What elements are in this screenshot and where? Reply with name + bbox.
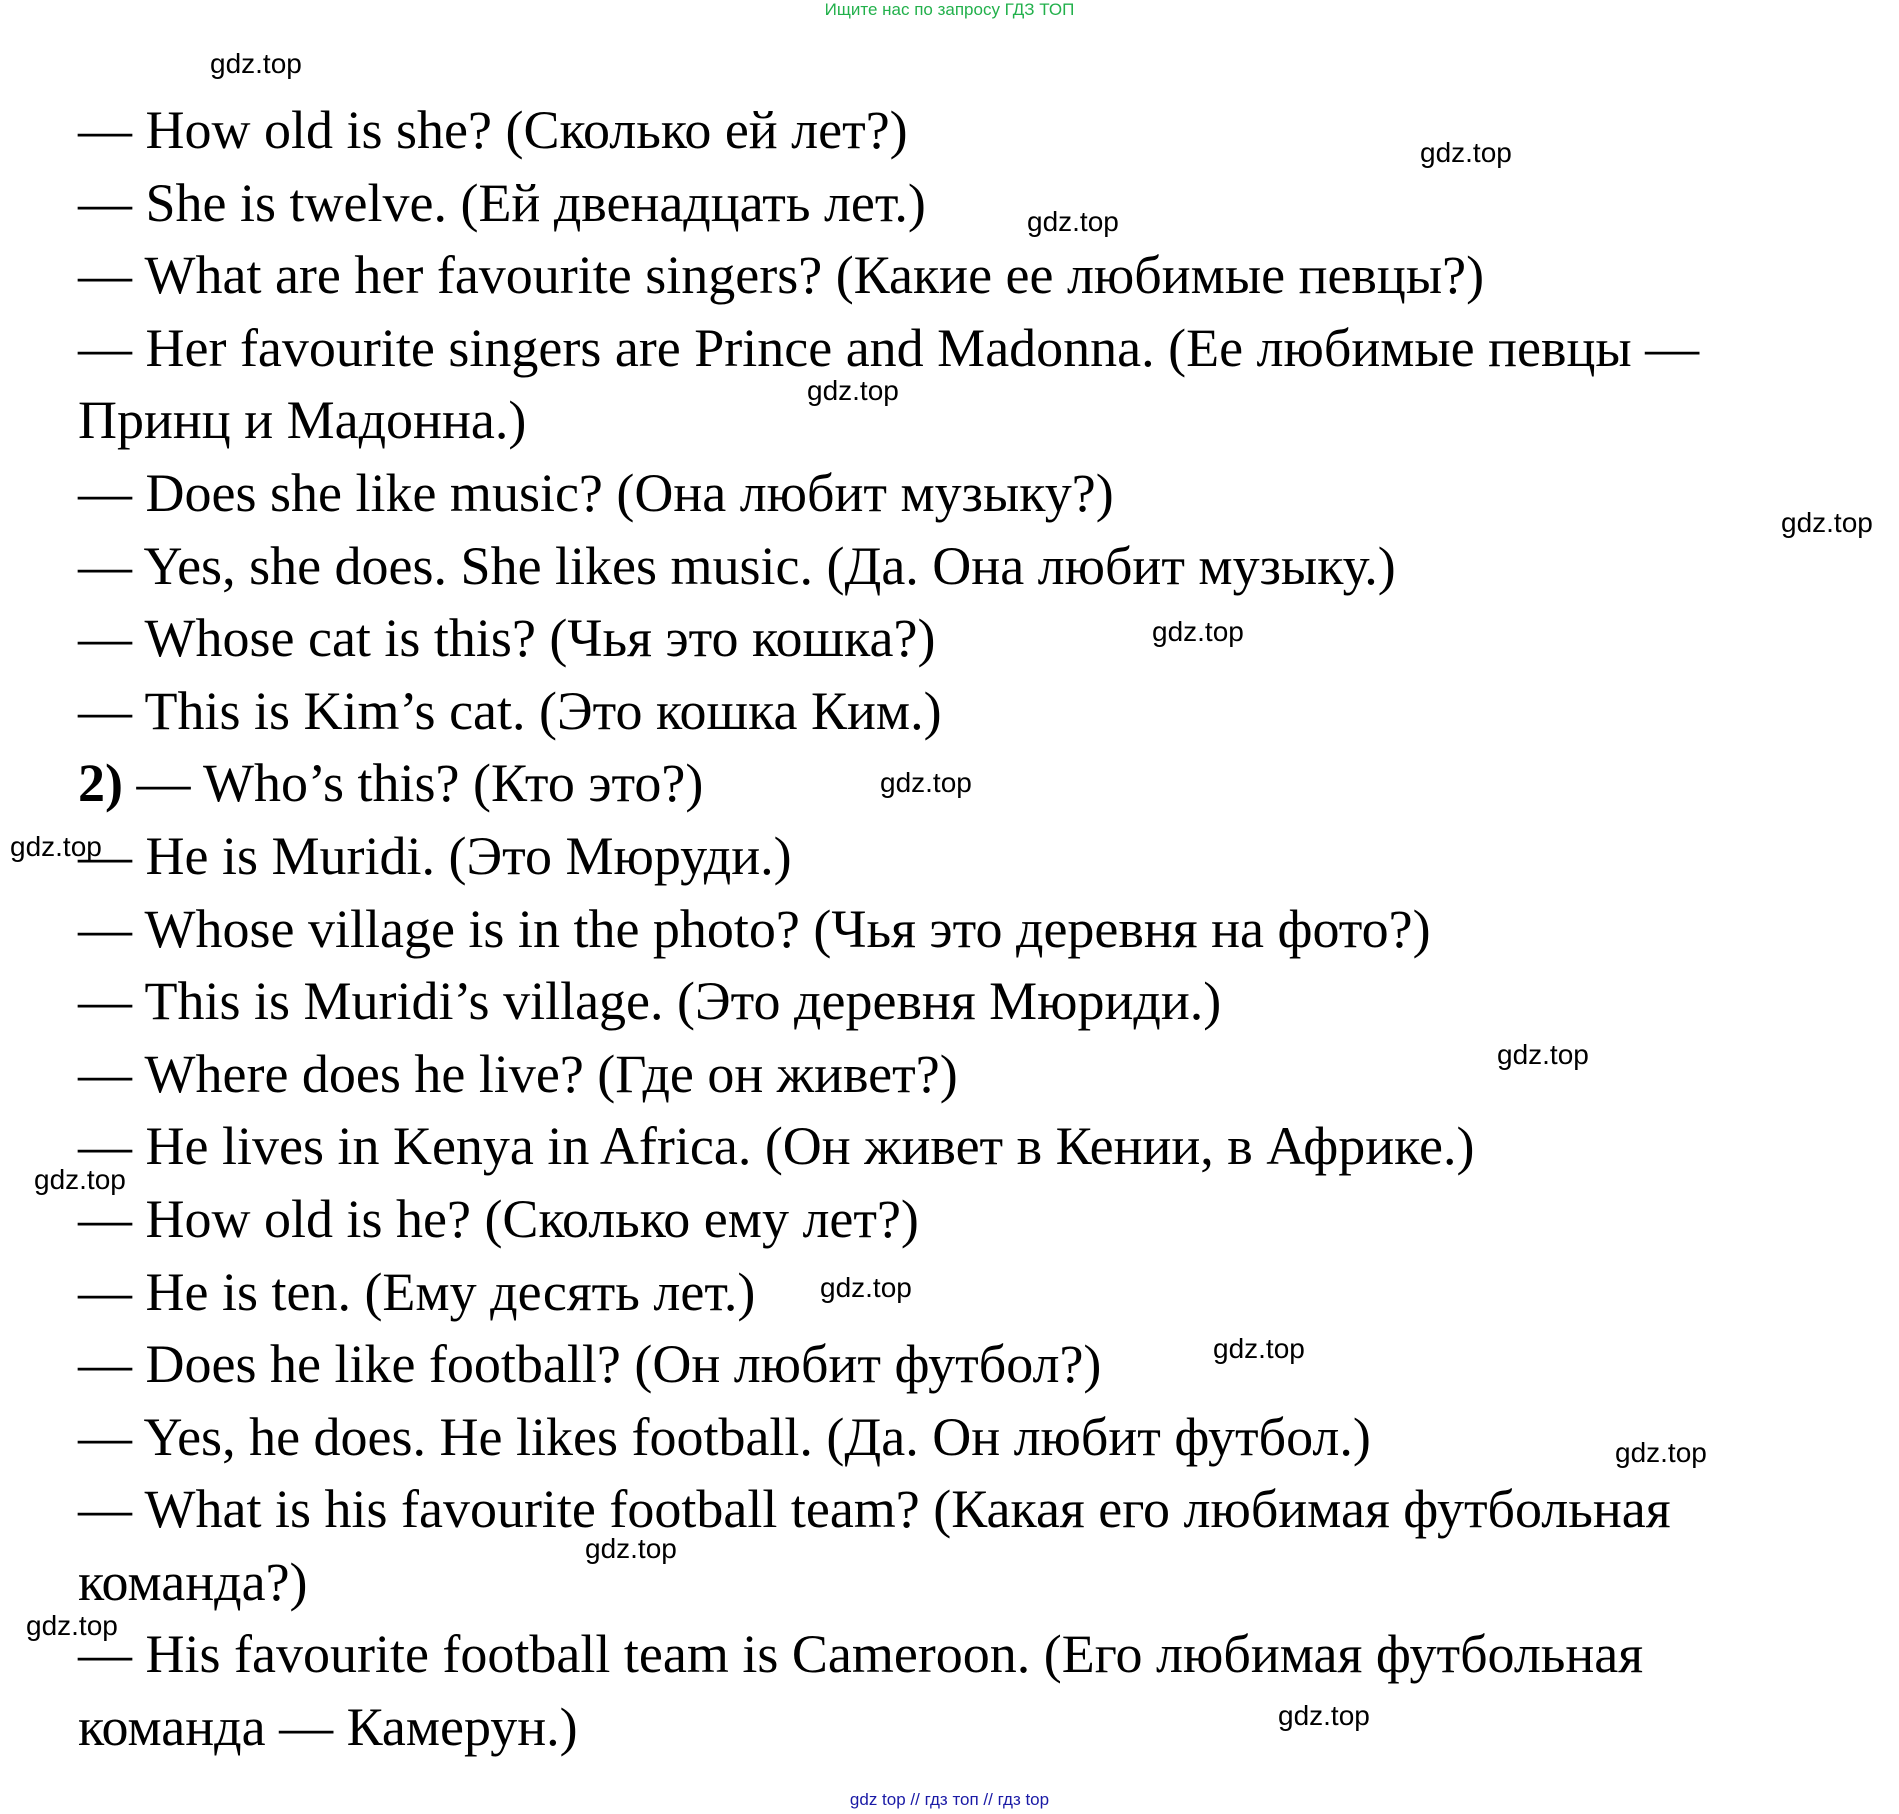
text-line: Принц и Мадонна.) <box>78 390 527 451</box>
text-line: — How old is she? (Сколько ей лет?) <box>78 100 908 160</box>
watermark: gdz.top <box>10 831 102 862</box>
text-line: — How old is he? (Сколько ему лет?) <box>78 1188 919 1249</box>
footer: gdz top // гдз топ // гдз top <box>849 1790 1050 1809</box>
text-line-section-2 <box>78 747 1868 820</box>
text-line: — This is Kim’s cat. (Это кошка Ким.) <box>78 680 942 741</box>
text-line: — This is Muridi’s village. (Это деревня Мюриди.) <box>78 971 1222 1032</box>
text-line: — He is ten. (Ему десять лет.) <box>78 1261 756 1322</box>
text-line: — Yes, he does. He likes football. (Да. Он любит футбол.) <box>78 1406 1371 1467</box>
text-line: — Her favourite singers are Prince and Madonna. (Ее любимые певцы — <box>78 317 1700 378</box>
section-marker: 2) <box>78 753 123 814</box>
watermark: gdz.top <box>210 48 302 79</box>
document-body <box>78 94 1868 1764</box>
watermark: gdz.top <box>1615 1437 1707 1468</box>
watermark: gdz.top <box>1152 616 1244 647</box>
watermark: gdz.top <box>820 1272 912 1303</box>
text-line: — Yes, she does. She likes music. (Да. Она любит музыку.) <box>78 535 1396 596</box>
watermark: gdz.top <box>26 1610 118 1641</box>
text-line-content: — Who’s this? (Кто это?) <box>136 753 704 814</box>
watermark: gdz.top <box>1497 1039 1589 1070</box>
watermark: gdz.top <box>585 1533 677 1564</box>
text-line: — Whose cat is this? (Чья это кошка?) <box>78 608 936 669</box>
text-line: — Whose village is in the photo? (Чья это деревня на фото?) <box>78 898 1431 959</box>
watermark: gdz.top <box>1420 137 1512 168</box>
watermark: gdz.top <box>1278 1700 1370 1731</box>
watermark: gdz.top <box>1213 1333 1305 1364</box>
top-banner: Ищите нас по запросу ГДЗ ТОП <box>824 0 1075 19</box>
text-line: — He lives in Kenya in Africa. (Он живет в Кении, в Африке.) <box>78 1116 1475 1177</box>
text-line: — Does he like football? (Он любит футбол?) <box>78 1334 1102 1395</box>
text-line: — She is twelve. (Ей двенадцать лет.) <box>78 172 926 233</box>
watermark: gdz.top <box>807 375 899 406</box>
text-line: — Does she like music? (Она любит музыку?) <box>78 462 1114 523</box>
text-line: — Where does he live? (Где он живет?) <box>78 1043 958 1104</box>
text-line: — What are her favourite singers? (Какие ее любимые певцы?) <box>78 245 1485 306</box>
watermark: gdz.top <box>880 767 972 798</box>
watermark: gdz.top <box>34 1164 126 1195</box>
text-line: — He is Muridi. (Это Мюруди.) <box>78 825 792 886</box>
watermark: gdz.top <box>1781 507 1873 538</box>
text-line: команда — Камерун.) <box>78 1697 578 1758</box>
watermark: gdz.top <box>1027 206 1119 237</box>
text-line: — His favourite football team is Cameroon. (Его любимая футбольная <box>78 1624 1644 1685</box>
text-line: — What is his favourite football team? (Какая его любимая футбольная <box>78 1479 1671 1540</box>
text-line: команда?) <box>78 1551 308 1612</box>
